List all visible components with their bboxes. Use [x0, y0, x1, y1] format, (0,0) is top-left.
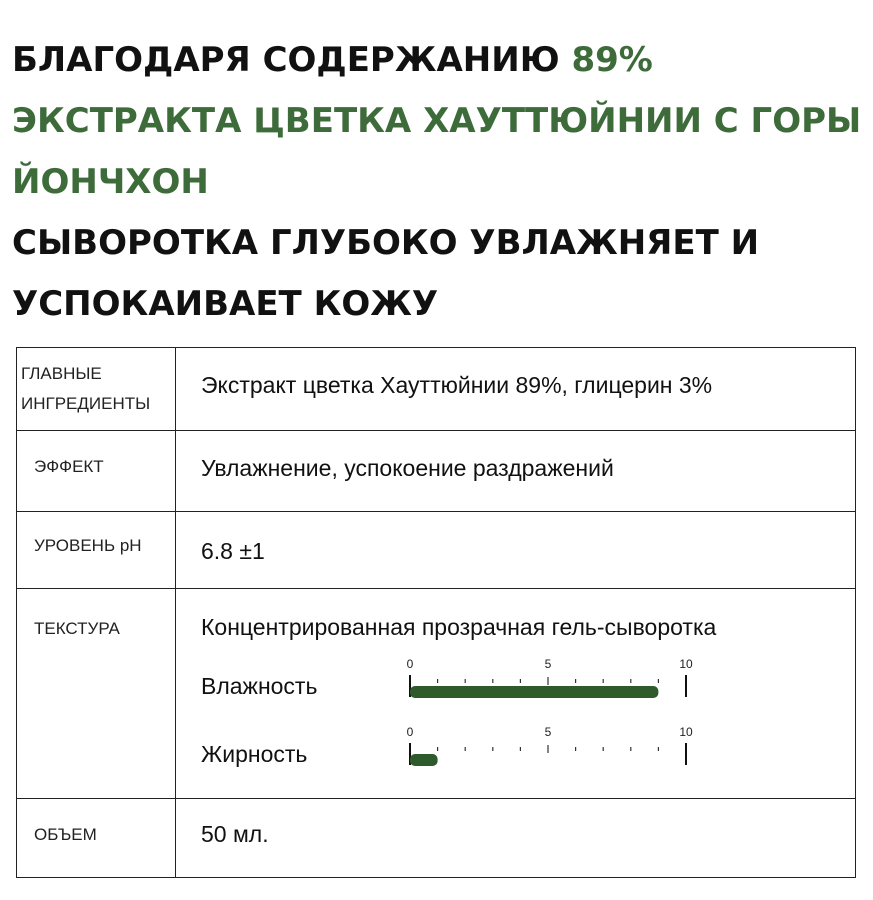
- moisture-scale-row: [176, 659, 855, 727]
- scale-tick-label: 10: [679, 725, 693, 739]
- headline-text-end: СЫВОРОТКА ГЛУБОКО УВЛАЖНЯЕТ И УСПОКАИВАЕТ КОЖУ: [12, 223, 760, 324]
- product-spec-table: [16, 347, 856, 878]
- headline-highlight: 89% ЭКСТРАКТА ЦВЕТКА ХАУТТЮЙНИИ С ГОРЫ ЙОНЧХОН: [12, 40, 862, 202]
- oiliness-scale-label: Жирность: [201, 741, 308, 767]
- effect-label: ЭФФЕКТ: [34, 457, 104, 476]
- headline: [12, 30, 862, 335]
- moisture-scale: [406, 657, 693, 709]
- volume-value: 50 мл.: [201, 821, 269, 847]
- effect-value: Увлажнение, успокоение раздражений: [201, 455, 614, 481]
- ph-label: УРОВЕНЬ pH: [34, 536, 142, 555]
- scale-tick-label: 10: [679, 657, 693, 671]
- spec-row-texture: [17, 589, 856, 799]
- scale-tick-label: 5: [544, 725, 552, 739]
- spec-row-volume: [17, 799, 856, 878]
- spec-row-ph: [17, 512, 856, 589]
- scale-tick-label: 0: [406, 657, 414, 671]
- volume-label: ОБЪЕМ: [34, 825, 97, 844]
- moisture-scale-label: Влажность: [201, 673, 318, 699]
- texture-value: Концентрированная прозрачная гель-сыворотка: [201, 614, 717, 640]
- oiliness-scale: [406, 725, 693, 777]
- spec-row-ingredients: [17, 348, 856, 431]
- scale-tick-label: 5: [544, 657, 552, 671]
- headline-text-start: БЛАГОДАРЯ СОДЕРЖАНИЮ: [12, 40, 572, 80]
- scale-value-bar: [410, 686, 658, 698]
- spec-row-effect: [17, 431, 856, 512]
- ph-value: 6.8 ±1: [201, 538, 265, 564]
- scale-tick-label: 0: [406, 725, 414, 739]
- oiliness-scale-row: [176, 727, 855, 795]
- scale-value-bar: [410, 754, 438, 766]
- ingredients-value: Экстракт цветка Хауттюйнии 89%, глицерин 3%: [201, 372, 713, 398]
- ingredients-label: ГЛАВНЫЕ ИНГРЕДИЕНТЫ: [21, 364, 151, 413]
- texture-label: ТЕКСТУРА: [34, 619, 120, 638]
